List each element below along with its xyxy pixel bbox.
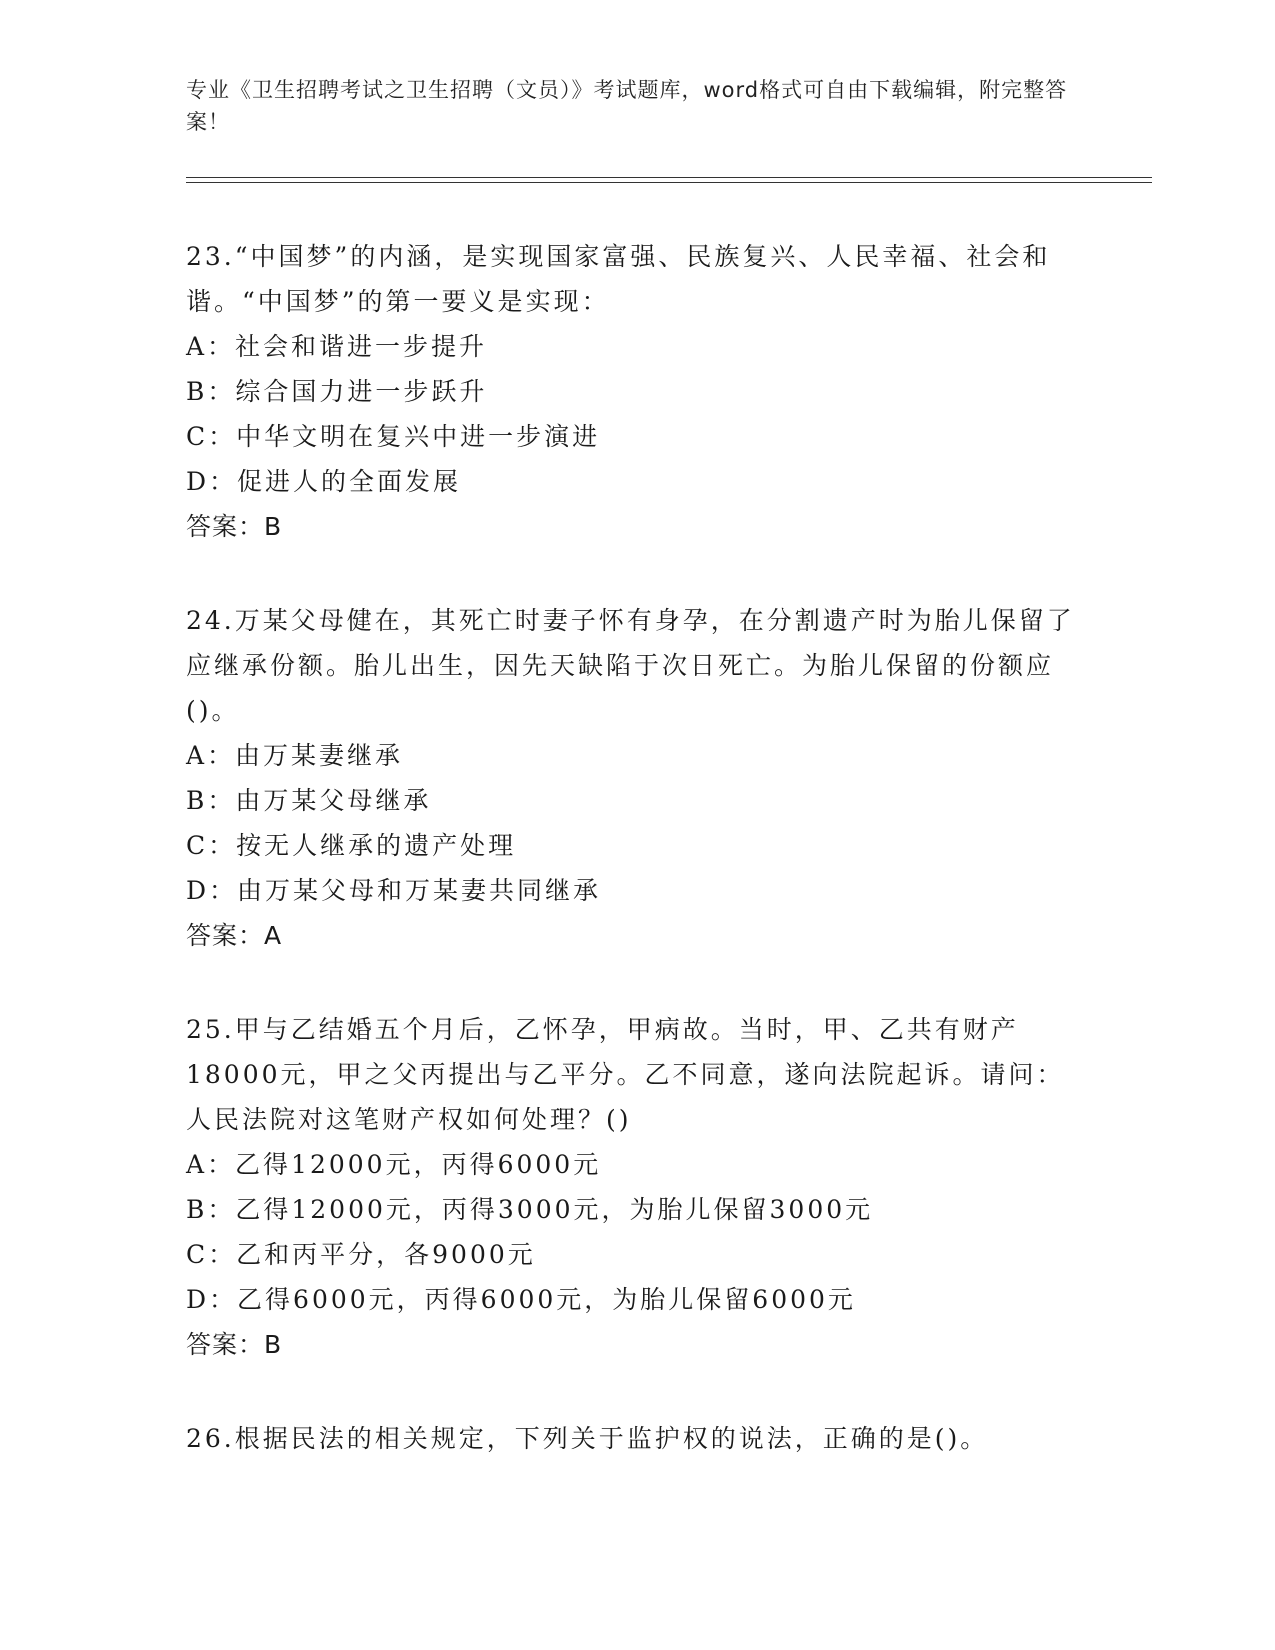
option-b: B：乙得12000元，丙得3000元，为胎儿保留3000元 <box>186 1195 874 1224</box>
header-divider-top <box>186 177 1152 178</box>
question-stem: 25.甲与乙结婚五个月后，乙怀孕，甲病故。当时，甲、乙共有财产18000元，甲之父丙提出与乙平分。乙不同意，遂向法院起诉。请问：人民法院对这笔财产权如何处理？() <box>186 1015 1065 1134</box>
question-stem: 26.根据民法的相关规定，下列关于监护权的说法，正确的是()。 <box>186 1424 989 1453</box>
option-c: C：乙和丙平分，各9000元 <box>186 1240 536 1269</box>
option-a: A：乙得12000元，丙得6000元 <box>186 1150 602 1179</box>
question-23 <box>186 234 1086 549</box>
question-26 <box>186 1416 1086 1461</box>
answer: 答案：B <box>186 512 283 541</box>
option-a: A：由万某妻继承 <box>186 741 404 770</box>
question-24 <box>186 598 1086 958</box>
option-b: B：综合国力进一步跃升 <box>186 377 488 406</box>
question-stem: 23.“中国梦”的内涵，是实现国家富强、民族复兴、人民幸福、社会和谐。“中国梦”的第一要义是实现： <box>186 242 1051 316</box>
option-a: A：社会和谐进一步提升 <box>186 332 488 361</box>
header-divider-bottom <box>186 182 1152 183</box>
question-25 <box>186 1007 1086 1367</box>
option-c: C：按无人继承的遗产处理 <box>186 831 517 860</box>
question-stem: 24.万某父母健在，其死亡时妻子怀有身孕，在分割遗产时为胎儿保留了应继承份额。胎儿出生，因先天缺陷于次日死亡。为胎儿保留的份额应()。 <box>186 606 1075 725</box>
answer: 答案：B <box>186 1330 283 1359</box>
answer: 答案：A <box>186 921 283 950</box>
option-b: B：由万某父母继承 <box>186 786 432 815</box>
option-d: D：乙得6000元，丙得6000元，为胎儿保留6000元 <box>186 1285 856 1314</box>
document-header: 专业《卫生招聘考试之卫生招聘（文员）》考试题库，word格式可自由下载编辑，附完整答案！ <box>186 78 1068 134</box>
option-d: D：促进人的全面发展 <box>186 467 462 496</box>
option-c: C：中华文明在复兴中进一步演进 <box>186 422 601 451</box>
option-d: D：由万某父母和万某妻共同继承 <box>186 876 602 905</box>
